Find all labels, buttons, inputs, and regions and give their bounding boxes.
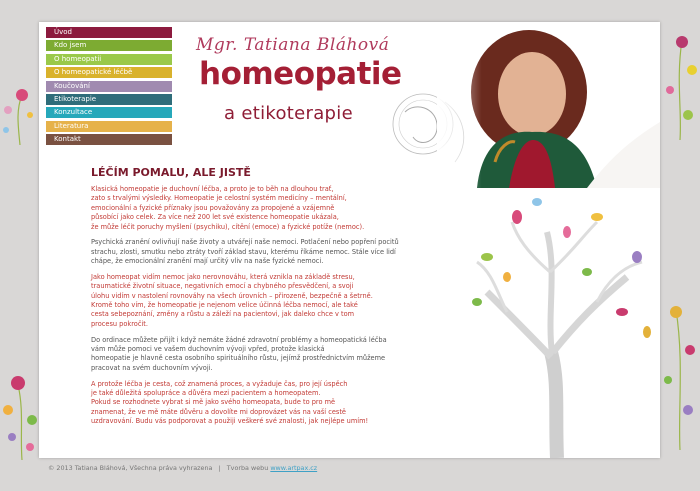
nav-item-uvod[interactable]: Úvod (46, 27, 172, 38)
logo-title[interactable]: homeopatie (199, 56, 402, 92)
paragraph-5: A protože léčba je cesta, což znamená proces, a vyžaduje čas, pro její úspěch je také důležitá spolupráce a důvěra mezi pacientem a homeopatem. Pokud se rozhodnete vybrat si mě jako svého homeopata, bude to pro mě znamenat, že ve mě máte důvěru a dovolíte mi doprovázet vás na vaší cestě uzdravování. Budu vás podporovat a použiji veškeré své znalosti, jak nejlépe umím! (91, 379, 369, 426)
copyright-text: © 2013 Tatiana Bláhová, Všechna práva vyhrazena (48, 464, 213, 472)
page-heading: LÉČÍM POMALU, ALE JISTĚ (91, 166, 251, 179)
nav-item-literatura[interactable]: Literatura (46, 121, 172, 132)
right-top-flowers-decoration (662, 30, 700, 140)
right-bottom-flowers-decoration (660, 300, 700, 450)
credit-link[interactable]: www.artpax.cz (270, 464, 318, 472)
nav-item-etikoterapie[interactable]: Etikoterapie (46, 94, 172, 105)
content-card (39, 22, 660, 458)
paragraph-2: Psychická zranění ovlivňují naše životy a utvářejí naše nemoci. Potlačení nebo popření pocitů strachu, zlosti, smutku nebo ztráty tvoří základ stavu, kterému říkáme nemoc. Stále více lidí chápe, že emocionální zranění mají určitý vliv na naše fyzické nemoci. (91, 238, 399, 266)
main-content (91, 185, 447, 433)
nav-item-o-homeopatii[interactable]: O homeopatii (46, 54, 172, 65)
paragraph-1: Klasická homeopatie je duchovní léčba, a proto je to běh na dlouhou trať, zato s trvalými výsledky. Homeopatie je celostní systém medicíny – mentální, emocionální a fyzické příznaky jsou považovány za propojené a vzájemně působící jako celek. Za více než 200 let své existence homeopatie ukázala, že může léčit poruchy myšlení (psychiku), cítění (emoce) a fyzické potíže (nemoc). (91, 185, 365, 231)
nav-item-kontakt[interactable]: Kontakt (46, 134, 172, 145)
paragraph-3: Jako homeopat vidím nemoc jako nerovnováhu, která vznikla na základě stresu, traumatické životní situace, negativních emocí a chybného přesvědčení, a svoji úlohu vidím v nastolení rovnováhy na všech úrovních – přirozeně, bezpečně a šetrně. Kromě toho vím, že homeopatie je nejenom velice účinná léčba nemocí, ale také cesta sebepoznání, změny a růstu a záleží na pacientovi, jak daleko chce v tom procesu pokročit. (91, 272, 373, 328)
nav-item-kdo-jsem[interactable]: Kdo jsem (46, 40, 172, 51)
logo-name: Mgr. Tatiana Bláhová (196, 35, 390, 55)
nav-item-koucovani[interactable]: Koučování (46, 81, 172, 92)
main-nav (46, 27, 172, 148)
nav-item-o-homeopaticke-lecbe[interactable]: O homeopatické léčbě (46, 67, 172, 78)
footer-separator: | (218, 464, 221, 472)
portrait-photo (437, 22, 660, 188)
footer (48, 464, 317, 472)
logo-subtitle: a etikoterapie (224, 103, 353, 124)
tree-illustration (447, 182, 660, 458)
nav-item-konzultace[interactable]: Konzultace (46, 107, 172, 118)
credit-label: Tvorba webu (226, 464, 269, 472)
left-flower-decoration (0, 85, 40, 145)
left-bottom-flowers-decoration (0, 365, 42, 460)
paragraph-4: Do ordinace můžete přijít i když nemáte žádné zdravotní problémy a homeopatická léčba vám může pomoci ve vašem duchovním vývoji vpřed, protože klasická homeopatie je hlavně cesta osobního spirituálního růstu, jejímž prostřednictvím můžeme pracovat na svém duchovním vývoji. (91, 335, 387, 372)
